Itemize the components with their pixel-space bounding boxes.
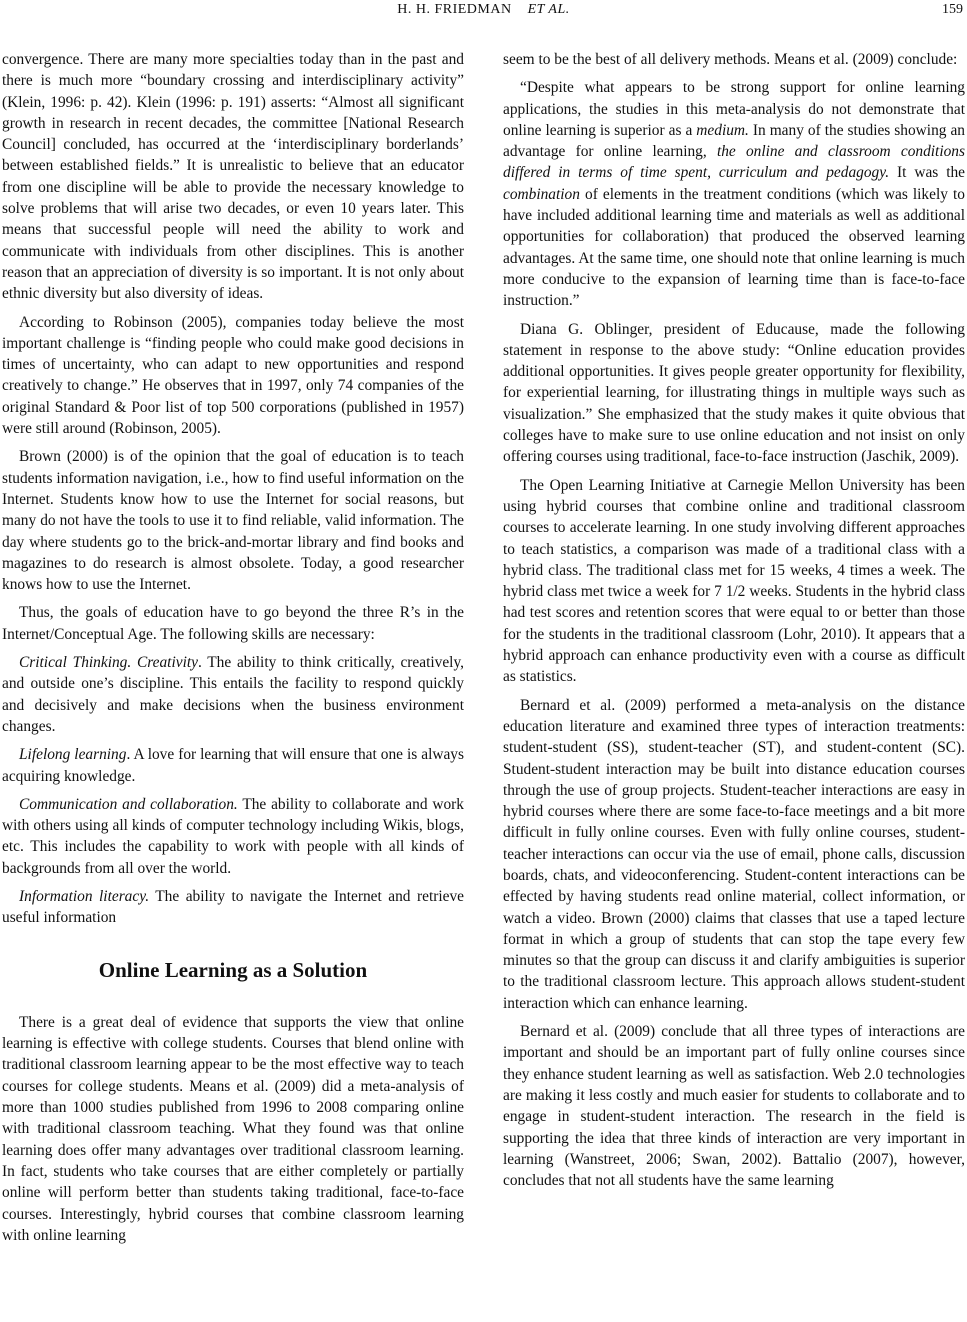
running-head-author: H. H. FRIEDMAN: [397, 2, 512, 17]
quote-text: of elements in the treatment conditions (which was likely to have included additional learning time and materials as well as additional opportunities for collaboration) that produced the observed learning advantages. At the same time, one should note that online learning is much more conducive to the expansion of learning time than is face-to-face instruction.”: [503, 185, 965, 310]
quote-text: “Despite what appears to be strong support for online learning applications, the studies in this meta-analysis do not demonstrate that online learning is superior as a: [503, 79, 965, 139]
skill-text: . A love for learning that will ensure that one is always acquiring knowledge.: [2, 746, 464, 785]
skill-text: The ability to collaborate and work with others using all kinds of computer technology including Wikis, blogs, etc. This includes the capability to work with people with all kinds of backgrounds from all over the world.: [2, 795, 464, 877]
page-header: [0, 0, 967, 24]
skill-item: [2, 744, 464, 787]
quote-emphasis: combination: [503, 185, 580, 203]
quote-text: In many of the studies showing an advantage for online learning,: [503, 121, 965, 161]
skill-term: Information literacy.: [19, 887, 150, 905]
skill-item: [2, 652, 464, 737]
paragraph: Bernard et al. (2009) conclude that all three types of interactions are important and should be an important part of fully online courses since they enhance student learning as well as satisfaction. Web 2.0 technologies are making it less costly and much easier for students to collaborate and to engage in student-student interaction. The research in the field is supporting the idea that three kinds of interaction are very important in learning (Wanstreet, 2006; Swan, 2002). Battalio (2007), however, concludes that not all students have the same learning: [503, 1023, 965, 1190]
left-column: [2, 49, 464, 1253]
paragraph: Brown (2000) is of the opinion that the goal of education is to teach students information navigation, i.e., how to find useful information on the Internet. Students know how to use the Internet for social reasons, but many do not have the tools to use it to find reliable, valid information. The day where students go to the brick-and-mortar library and find books and magazines to do research is almost obsolete. Today, a good researcher knows how to use the Internet.: [2, 448, 464, 594]
quote-text: It was the: [889, 164, 965, 182]
skill-text: . The ability to think critically, creatively, and outside one’s discipline. This entails the facility to respond quickly and decisively and make decisions when the business environment changes.: [2, 654, 464, 735]
skill-item: [2, 794, 464, 879]
running-head: [0, 2, 967, 18]
block-quote: [503, 77, 965, 311]
skill-item: [2, 886, 464, 929]
skill-term: Lifelong learning: [19, 746, 127, 764]
page-number: 159: [942, 2, 963, 17]
paragraph: The Open Learning Initiative at Carnegie Mellon University has been using hybrid courses that combine online and traditional classroom courses to accelerate learning. In one study involving different approaches to teach statistics, a comparison was made of a traditional class with a hybrid class. The traditional class met for 15 weeks, 4 times a week. The hybrid class met twice a week for 7 1/2 weeks. Students in the hybrid class had test scores and retention scores that were equal to or better than those for the students in the traditional classroom (Lohr, 2010). It appears that a hybrid approach can enhance productivity even with a course as difficult as statistics.: [503, 476, 965, 686]
paragraph: According to Robinson (2005), companies today believe the most important challenge is “finding people who could make good decisions in times of uncertainty, who can adapt to new opportunities and respond creatively to change.” He observes that in 1997, only 74 companies of the original Standard & Poor list of top 500 corporations (published in 1957) were still around (Robinson, 2005).: [2, 313, 464, 438]
paragraph: Bernard et al. (2009) performed a meta-analysis on the distance education literature and examined three types of interaction treatments: student-student (SS), student-teacher (ST), and student-content (SC). Student-student interaction may be built into distance education courses through the use of group projects. Student-teacher interactions are easy in hybrid courses where there are some face-to-face meetings and a bit more difficult in fully online courses. Even with fully online courses, student-teacher interactions can occur via the use of email, phone calls, discussion boards, chats, and videoconferencing. Student-content interactions can be effected by having students read online material, collect information, or watch a video. Brown (2000) claims that classes that use a taped lecture format in which a group of students that can stop the tape every few minutes so that the group can discuss it and clarify ambiguities is superior to the traditional classroom lecture. This approach allows student-student interaction which can enhance learning.: [503, 696, 965, 1012]
paragraph: There is a great deal of evidence that supports the view that online learning is effective with college students. Courses that blend online with traditional classroom learning appear to be the most effective way to teach courses for college students. Means et al. (2009) did a meta-analysis of more than 1000 studies published from 1996 to 2008 comparing online with traditional classroom teaching. What they found was that online learning does offer many advantages over traditional classroom learning. In fact, students who take courses that are either completely or partially online will perform better than students taking traditional, face-to-face courses. Interestingly, hybrid courses that combine classroom learning with online learning: [2, 1013, 464, 1244]
skill-text: The ability to navigate the Internet and retrieve useful information: [2, 887, 464, 927]
running-head-etal: ET AL.: [527, 2, 570, 17]
quote-emphasis: medium.: [696, 121, 749, 139]
skill-term: Communication and collaboration.: [19, 795, 238, 813]
paragraph: seem to be the best of all delivery methods. Means et al. (2009) conclude:: [503, 51, 958, 68]
paragraph: Thus, the goals of education have to go beyond the three R’s in the Internet/Conceptual Age. The following skills are necessary:: [2, 604, 464, 643]
section-heading: Online Learning as a Solution: [98, 957, 368, 982]
quote-emphasis: the online and classroom conditions differed in terms of time spent, curriculum and pedagogy.: [503, 143, 965, 182]
paragraph: convergence. There are many more specialties today than in the past and there is much more “boundary crossing and interdisciplinary activity” (Klein, 1996: p. 42). Klein (1996: p. 191) asserts: “Almost all significant growth in research in recent decades, the committee [National Research Council] concluded, has occurred at the ‘interdisciplinary borderlands’ between established fields.” It is unrealistic to believe that an educator from one discipline will be able to provide the necessary knowledge to solve problems that will arise two decades, or even 10 years later. This means that successful people will need the ability to work and communicate with individuals from other disciplines. This is another reason that an appreciation of diversity is so important. It is not only about ethnic diversity but also diversity of ideas.: [2, 51, 464, 303]
skill-term: Critical Thinking. Creativity: [19, 654, 198, 672]
right-column: [503, 49, 965, 1198]
paragraph: Diana G. Oblinger, president of Educause, made the following statement in response to the above study: “Online education provides additional opportunities. It gives people greater opportunity for flexibility, for experiential learning, for illustrating things in multiple ways such as visualization.” She emphasized that the study makes it quite obvious that colleges have to make sure to use online education and not insist on only offering courses using traditional, face-to-face instruction (Jaschik, 2009).: [503, 320, 965, 466]
